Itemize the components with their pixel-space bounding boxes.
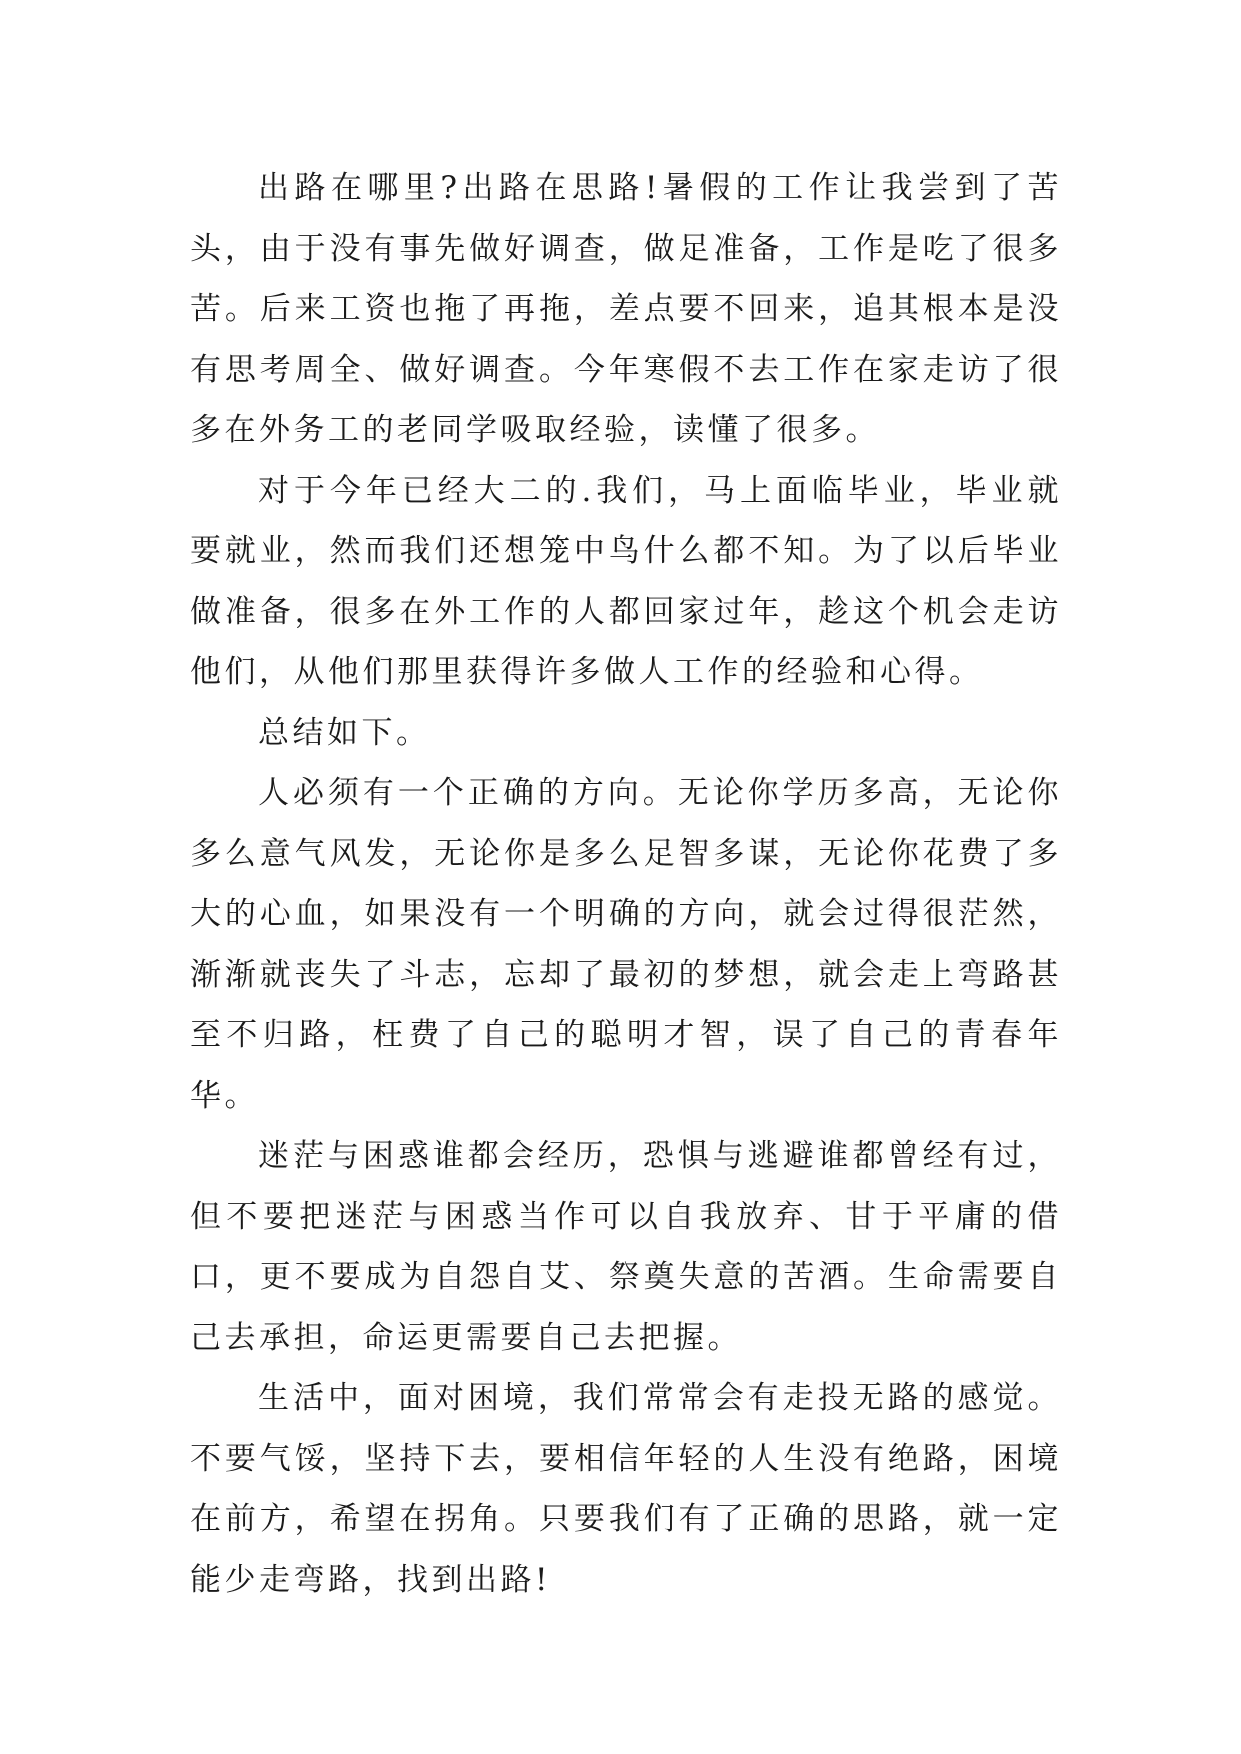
document-body: [190, 158, 1062, 1610]
paragraph-3: 总结如下。: [258, 714, 431, 751]
paragraph-6: 生活中，面对困境，我们常常会有走投无路的感觉。不要气馁，坚持下去，要相信年轻的人生没有绝路，困境在前方，希望在拐角。只要我们有了正确的思路，就一定能少走弯路，找到出路!: [190, 1380, 1062, 1598]
paragraph-5: 迷茫与困惑谁都会经历，恐惧与逃避谁都曾经有过，但不要把迷茫与困惑当作可以自我放弃、甘于平庸的借口，更不要成为自怨自艾、祭奠失意的苦酒。生命需要自己去承担，命运更需要自己去把握。: [190, 1138, 1062, 1356]
paragraph-1: 出路在哪里?出路在思路!暑假的工作让我尝到了苦头，由于没有事先做好调查，做足准备，工作是吃了很多苦。后来工资也拖了再拖，差点要不回来，追其根本是没有思考周全、做好调查。今年寒假不去工作在家走访了很多在外务工的老同学吸取经验，读懂了很多。: [190, 170, 1062, 448]
paragraph-4: 人必须有一个正确的方向。无论你学历多高，无论你多么意气风发，无论你是多么足智多谋，无论你花费了多大的心血，如果没有一个明确的方向，就会过得很茫然，渐渐就丧失了斗志，忘却了最初的梦想，就会走上弯路甚至不归路，枉费了自己的聪明才智，误了自己的青春年华。: [190, 775, 1062, 1114]
paragraph-2: 对于今年已经大二的.我们，马上面临毕业，毕业就要就业，然而我们还想笼中鸟什么都不知。为了以后毕业做准备，很多在外工作的人都回家过年，趁这个机会走访他们，从他们那里获得许多做人工作的经验和心得。: [190, 472, 1062, 690]
